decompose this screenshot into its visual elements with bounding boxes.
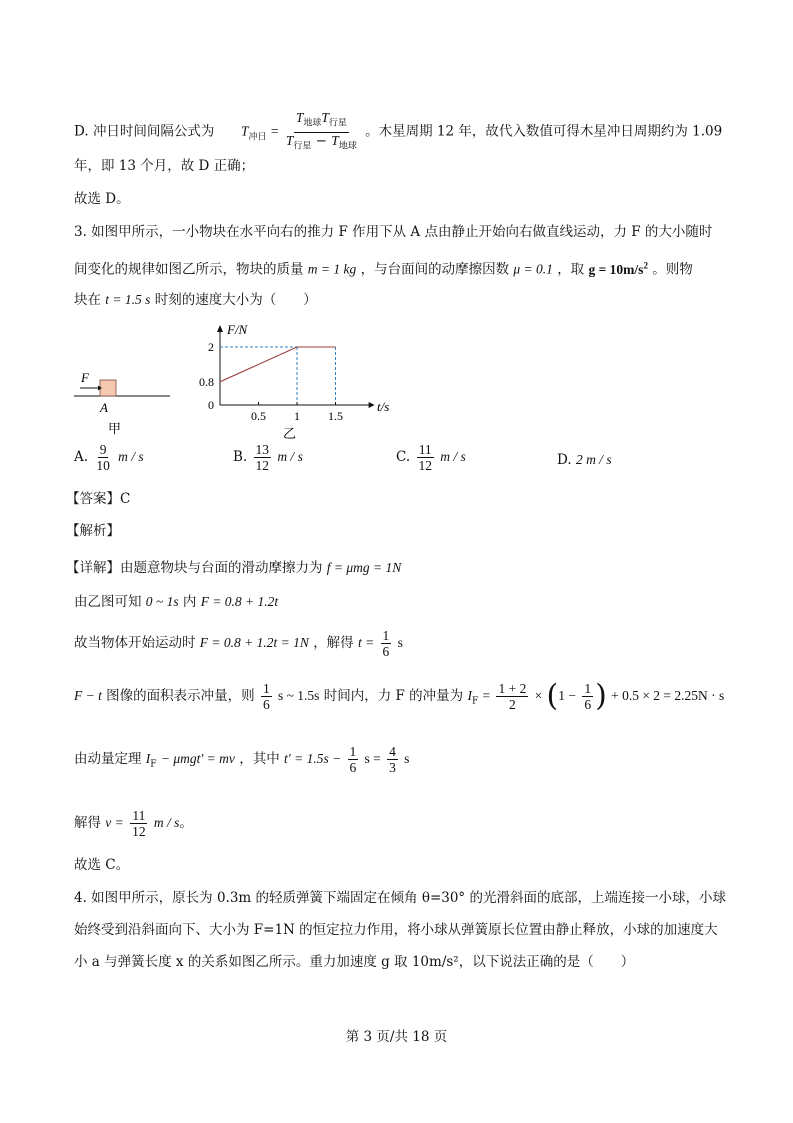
- detail-line4: F − t 图像的面积表示冲量，则 $\frac{1}{6}$ s ~ 1.5s 时间内，力 F 的冲量为 $I_F$ = $\frac{1 + 2}{2}$ × (1 − $\frac{1}{6}$ ) + 0.5 × 2 = 2.25N · s: [74, 678, 725, 714]
- force-label: F: [81, 370, 89, 385]
- detail-line5: 由动量定理 $I_F - \mu mgt'$ = mv ，其中 t′ = 1.5s − $\frac{1}{6}$ s = $\frac{4}{3}$ s: [74, 744, 410, 775]
- option-c: C. $\frac{11}{12}$ m / s: [396, 442, 466, 473]
- detail-line6: 解得 v = $\frac{11}{12}$ m / s。: [74, 808, 193, 839]
- q4-line1: 4. 如图甲所示，原长为 0.3m 的轻质弹簧下端固定在倾角 θ=30° 的光滑斜面的底部，上端连接一小球，小球: [74, 890, 726, 906]
- y-axis-label: F/N: [227, 322, 248, 337]
- option-a: A. $\frac{9}{10}$ m / s: [74, 442, 144, 473]
- y-tick-label-2: 0: [208, 398, 214, 412]
- q4-line2: 始终受到沿斜面向下、大小为 F=1N 的恒定拉力作用，将小球从弹簧原长位置由静止释放，小球的加速度大: [74, 922, 718, 938]
- page-footer: 第 3 页/共 18 页: [345, 1029, 448, 1045]
- caption-jia: 甲: [108, 421, 122, 436]
- y-axis-arrow: [217, 325, 223, 332]
- x-axis-arrow: [369, 402, 375, 408]
- period-formula-fraction: $\frac{T_{地球}T_{行星}}{T_{行星} - T_{地球}}$: [285, 110, 357, 152]
- figure-jia: [70, 360, 180, 440]
- q3-line2: 间变化的规律如图乙所示，物块的质量 m = 1 kg ，与台面间的动摩擦因数 μ = 0.1 ，取 $g = 10m/s^2$ 。则物: [74, 260, 693, 278]
- caption-yi: 乙: [283, 426, 297, 441]
- option-d: D. 2 m / s: [557, 452, 612, 468]
- answer-line: 【答案】C: [66, 491, 131, 507]
- formula-t: T: [241, 123, 249, 139]
- x-axis-label: t/s: [377, 399, 390, 414]
- x-tick-label-0: 0.5: [251, 409, 266, 423]
- detail-line1: 【详解】由题意物块与台面的滑动摩擦力为 f = μmg = 1N: [66, 560, 402, 576]
- q3-line1: 3. 如图甲所示，一小物块在水平向右的推力 F 作用下从 A 点由静止开始向右做直线运动，力 F 的大小随时: [74, 224, 713, 240]
- figure-yi-chart: [195, 320, 400, 445]
- q3-line3: 块在 t = 1.5 s 时刻的速度大小为（ ）: [74, 292, 317, 308]
- x-tick-label-2: 1.5: [328, 409, 343, 423]
- point-a-label: A: [100, 400, 108, 415]
- x-tick-label-1: 1: [294, 409, 300, 423]
- d-option-line2: 年，即 13 个月，故 D 正确；: [74, 158, 255, 174]
- y-tick-label-1: 0.8: [199, 374, 214, 389]
- d-option-conclusion: 故选 D。: [74, 191, 130, 207]
- detail-line2: 由乙图可知 0 ~ 1s 内 F = 0.8 + 1.2t: [74, 594, 279, 610]
- d-option-line: D. 冲日时间间隔公式为 $T_{冲日}$ = $\frac{T_{地球}T_{行星}}{T_{行星} - T_{地球}}$ 。木星周期 12 年，故代入数值可得木星冲日周期约为 1.09: [74, 110, 722, 154]
- q4-line3: 小 a 与弹簧长度 x 的关系如图乙所示。重力加速度 g 取 10m/s²，以下说法正确的是（ ）: [74, 954, 635, 970]
- detail-conclusion: 故选 C。: [74, 857, 130, 873]
- analysis-tag: 【解析】: [66, 523, 120, 539]
- y-tick-label-0: 2: [208, 340, 214, 354]
- detail-line3: 故当物体开始运动时 F = 0.8 + 1.2t = 1N ，解得 t = $\frac{1}{6}$ s: [74, 628, 403, 659]
- block: [100, 380, 116, 396]
- force-series-line: [220, 347, 336, 382]
- option-b: B. $\frac{13}{12}$ m / s: [233, 442, 303, 473]
